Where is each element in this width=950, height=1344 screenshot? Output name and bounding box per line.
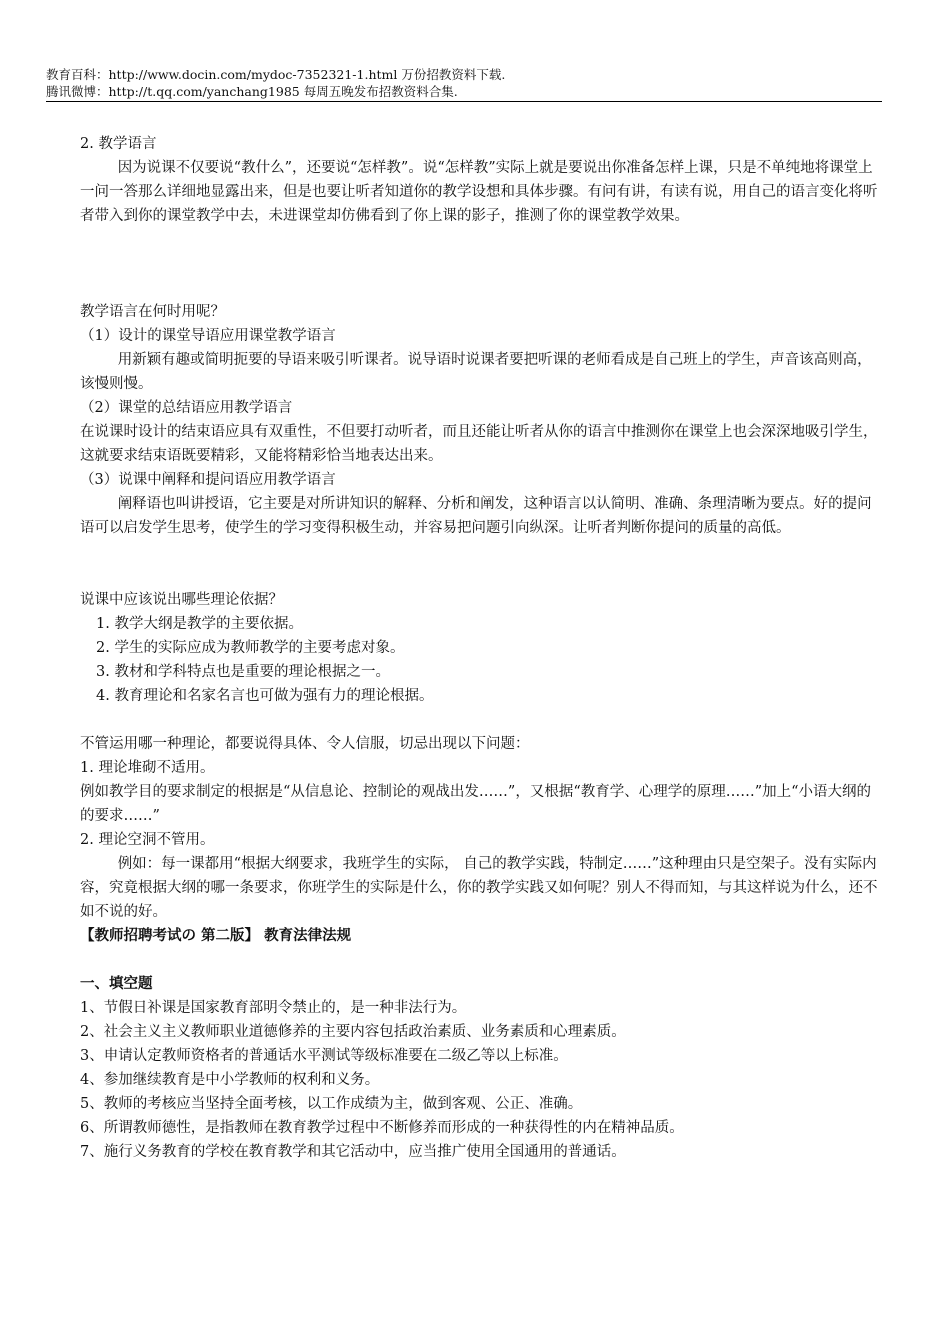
question-when-use: 教学语言在何时用呢？: [80, 304, 225, 320]
theory-item: 4. 教育理论和名家名言也可做为强有力的理论根据。: [96, 688, 434, 704]
header-divider: [46, 101, 882, 102]
item-text-intro-language: 用新颖有趣或简明扼要的导语来吸引听课者。说导语时说课者要把听课的老师看成是自己班上的学生，声音该高则高，该慢则慢。: [80, 352, 872, 392]
problem-text-stacking: 例如教学目的要求制定的根据是“从信息论、控制论的观战出发……”，又根据“教育学、心理学的原理……”加上“小语大纲的的要求……”: [80, 784, 872, 824]
fill-blank-item: 3、申请认定教师资格者的普通话水平测试等级标准要在二级乙等以上标准。: [80, 1048, 568, 1064]
fill-blank-item: 5、教师的考核应当坚持全面考核，以工作成绩为主，做到客观、公正、准确。: [80, 1096, 583, 1112]
item-text-summary-language: 在说课时设计的结束语应具有双重性，不但要打动听者，而且还能让听者从你的语言中推测你在课堂上也会深深地吸引学生，这就要求结束语既要精彩，又能将精彩恰当地表达出来。: [80, 424, 878, 464]
fill-blank-heading: 一、填空题: [80, 976, 153, 992]
paragraph-teaching-language: 因为说课不仅要说“教什么”，还要说“怎样教”。说“怎样教”实际上就是要说出你准备怎样上课，只是不单纯地将课堂上一问一答那么详细地显露出来，但是也要让听者知道你的教学设想和具体步骤。有问有讲，有读有说，用自己的语言变化将听者带入到你的课堂教学中去，未进课堂却仿佛看到了你上课的影子，推测了你的课堂教学效果。: [80, 160, 878, 224]
document-body: [80, 132, 880, 1164]
theory-item: 1. 教学大纲是教学的主要依据。: [96, 616, 303, 632]
item-text-explain-question-language: 阐释语也叫讲授语，它主要是对所讲知识的解释、分析和阐发，这种语言以认简明、准确、条理清晰为要点。好的提问语可以启发学生思考，使学生的学习变得积极生动，并容易把问题引向纵深。让听者判断你提问的质量的高低。: [80, 496, 872, 536]
item-title-intro-language: （1）设计的课堂导语应用课堂教学语言: [80, 328, 336, 344]
item-title-explain-question-language: （3）说课中阐释和提问语应用教学语言: [80, 472, 336, 488]
header-line-weibo: 腾讯微博：http://t.qq.com/yanchang1985 每周五晚发布招教资料合集.: [46, 84, 458, 99]
theory-item: 3. 教材和学科特点也是重要的理论根据之一。: [96, 664, 390, 680]
fill-blank-item: 4、参加继续教育是中小学教师的权利和义务。: [80, 1072, 380, 1088]
problems-intro: 不管运用哪一种理论，都要说得具体、令人信服，切忌出现以下问题：: [80, 736, 530, 752]
theory-item: 2. 学生的实际应成为教师教学的主要考虑对象。: [96, 640, 405, 656]
page-header: [46, 66, 882, 100]
fill-blank-item: 2、社会主义主义教师职业道德修养的主要内容包括政治素质、业务素质和心理素质。: [80, 1024, 626, 1040]
header-line-docin: 教育百科：http://www.docin.com/mydoc-7352321-1.html 万份招教资料下载.: [46, 67, 506, 82]
question-theory-basis: 说课中应该说出哪些理论依据？: [80, 592, 283, 608]
problem-text-empty: 例如：每一课都用“根据大纲要求，我班学生的实际， 自己的教学实践，特制定……”这种理由只是空架子。没有实际内容，究竟根据大纲的哪一条要求，你班学生的实际是什么，你的教学实践又如何呢？别人不得而知，与其这样说为什么，还不如不说的好。: [80, 856, 878, 920]
item-title-summary-language: （2）课堂的总结语应用教学语言: [80, 400, 293, 416]
problem-title-stacking: 1. 理论堆砌不适用。: [80, 760, 215, 776]
fill-blank-item: 6、所谓教师德性，是指教师在教育教学过程中不断修养而形成的一种获得性的内在精神品质。: [80, 1120, 684, 1136]
fill-blank-item: 1、节假日补课是国家教育部明令禁止的，是一种非法行为。: [80, 1000, 467, 1016]
section-title-education-law: 【教师招聘考试の 第二版】 教育法律法规: [80, 928, 352, 944]
fill-blank-item: 7、施行义务教育的学校在教育教学和其它活动中，应当推广使用全国通用的普通话。: [80, 1144, 626, 1160]
problem-title-empty: 2. 理论空洞不管用。: [80, 832, 215, 848]
section-heading-teaching-language: 2. 教学语言: [80, 136, 157, 152]
